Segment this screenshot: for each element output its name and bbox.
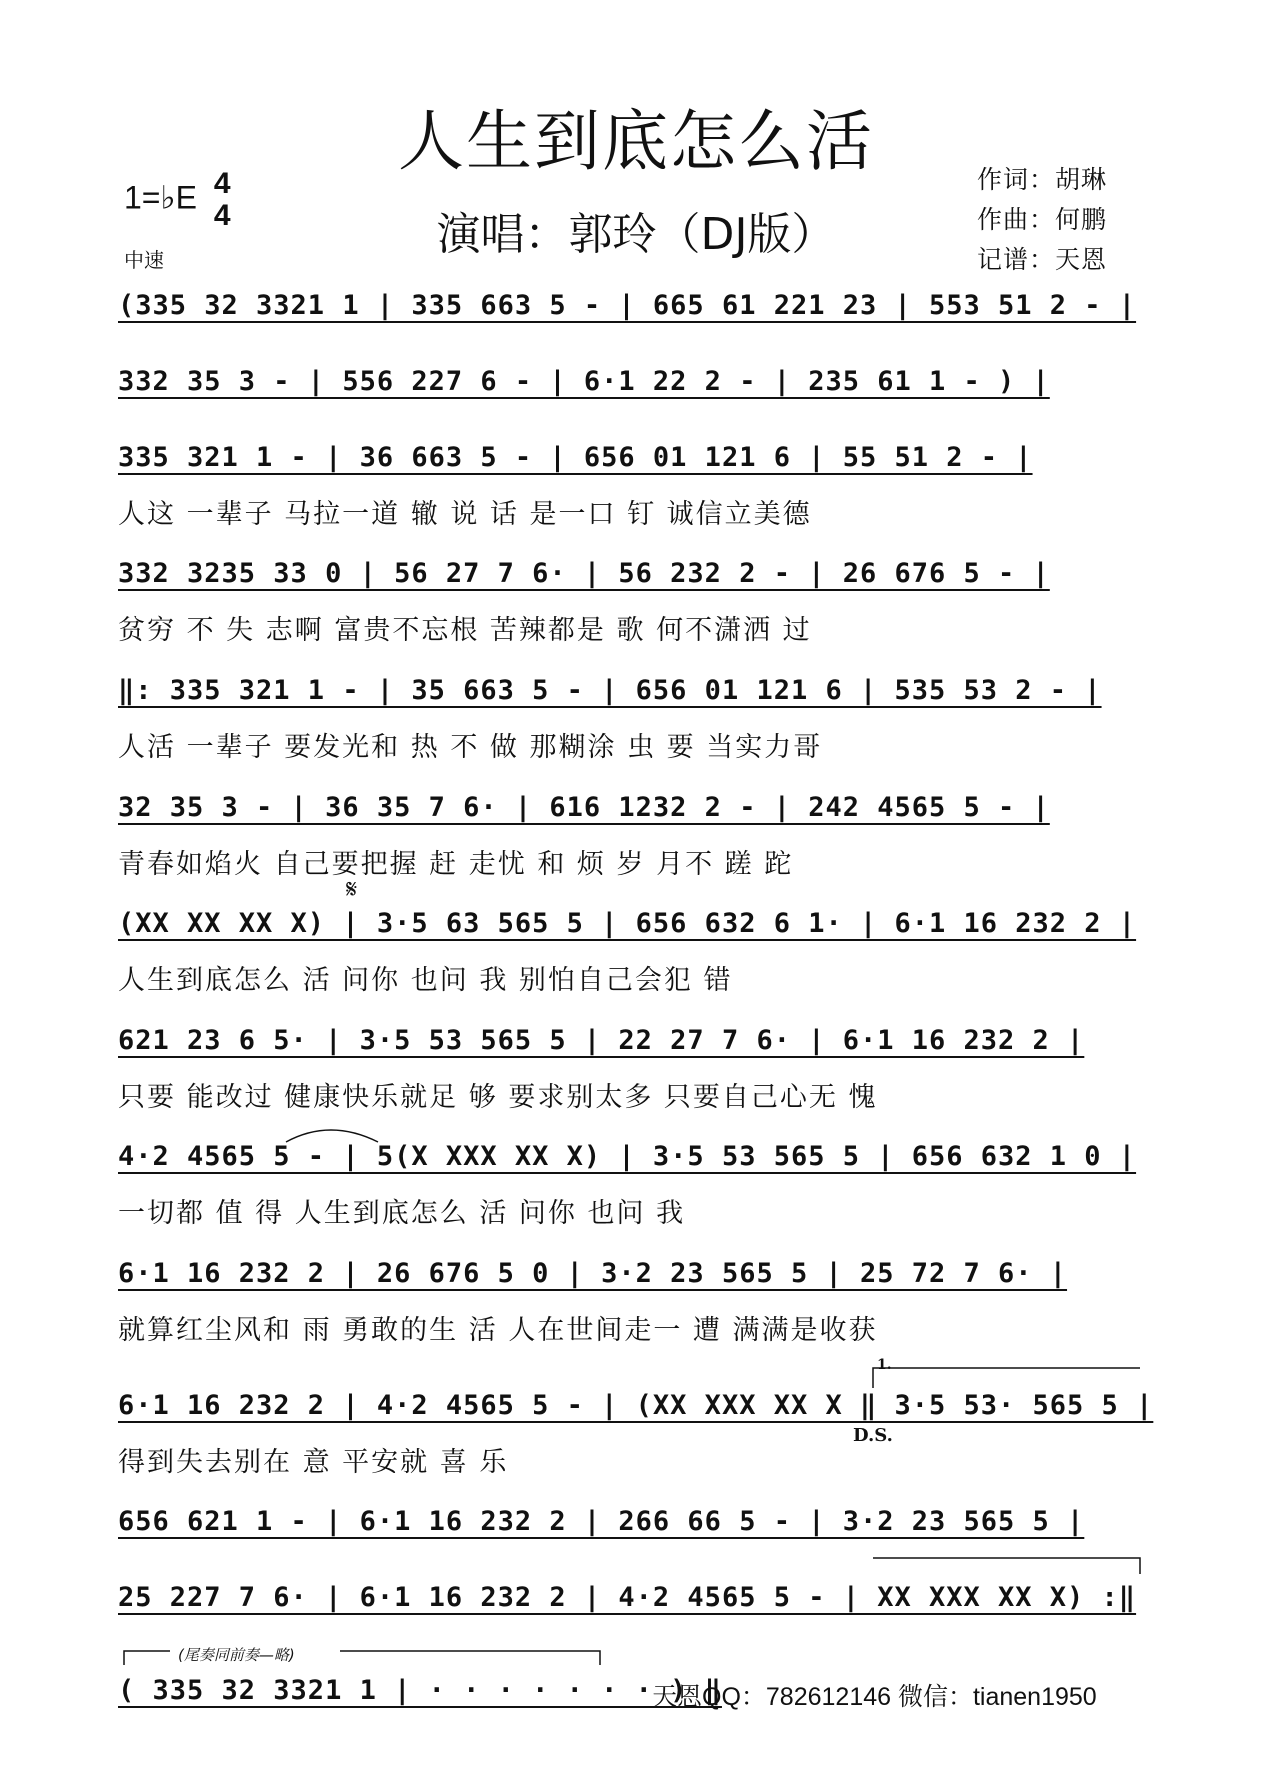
segno-mark: 𝄋 — [346, 875, 358, 905]
lyric-line: 人这 一辈子 马拉一道 辙 说 话 是一口 钉 诚信立美德 — [118, 499, 812, 530]
lyricist: 作词：胡琳 — [977, 165, 1108, 194]
lyric-line: 贫穷 不 失 志啊 富贵不忘根 苦辣都是 歌 何不潇洒 过 — [118, 615, 812, 646]
notation-line: ( 335 32 3321 1 | · · · · · · · ) ‖ — [118, 1675, 722, 1706]
performer-line: 演唱：郭玲（DJ版） — [436, 209, 836, 260]
notation-line: 335 321 1 - | 36 663 5 - | 656 01 121 6 | 55 51 2 - | — [118, 442, 1033, 473]
time-bottom: 4 — [213, 199, 231, 232]
time-top: 4 — [213, 167, 231, 200]
lyric-line: 人活 一辈子 要发光和 热 不 做 那糊涂 虫 要 当实力哥 — [118, 732, 823, 763]
lyric-line: 只要 能改过 健康快乐就足 够 要求别太多 只要自己心无 愧 — [118, 1082, 878, 1113]
tempo-mark: 中速 — [124, 248, 164, 272]
notation-line: (XX XX XX X) | 3·5 63 565 5 | 656 632 6 1· | 6·1 16 232 2 | — [118, 908, 1137, 939]
composer: 作曲：何鹏 — [977, 205, 1108, 234]
lyric-line: 一切都 值 得 人生到底怎么 活 问你 也问 我 — [118, 1198, 686, 1229]
notation-line: 621 23 6 5· | 3·5 53 565 5 | 22 27 7 6· | 6·1 16 232 2 | — [118, 1025, 1085, 1056]
notation-line: ‖: 335 321 1 - | 35 663 5 - | 656 01 121 6 | 535 53 2 - | — [118, 675, 1102, 706]
volta-bracket-label: 1. — [877, 1357, 892, 1373]
notation-line: 656 621 1 - | 6·1 16 232 2 | 266 66 5 - | 3·2 23 565 5 | — [118, 1506, 1085, 1537]
ds-mark: D.S. — [853, 1425, 893, 1446]
notation-line: 6·1 16 232 2 | 4·2 4565 5 - | (XX XXX XX X ‖ 3·5 53· 565 5 | — [118, 1390, 1154, 1421]
notation-line: 6·1 16 232 2 | 26 676 5 0 | 3·2 23 565 5 | 25 72 7 6· | — [118, 1258, 1068, 1289]
notation-line: 332 3235 33 0 | 56 27 7 6· | 56 232 2 - | 26 676 5 - | — [118, 558, 1050, 589]
lyric-line: 人生到底怎么 活 问你 也问 我 别怕自己会犯 错 — [118, 965, 733, 996]
lyric-line: 就算红尘风和 雨 勇敢的生 活 人在世间走一 遭 满满是收获 — [118, 1315, 878, 1346]
outro-note: (尾奏同前奏—略) — [178, 1646, 295, 1664]
contact-info: 天恩QQ：782612146 微信：tianen1950 — [652, 1683, 1097, 1711]
transcriber: 记谱：天恩 — [977, 245, 1108, 274]
key-label: 1=♭E — [124, 179, 197, 216]
notation-line: 332 35 3 - | 556 227 6 - | 6·1 22 2 - | 235 61 1 - ) | — [118, 366, 1050, 397]
notation-line: 4·2 4565 5 - | 5(X XXX XX X) | 3·5 53 565 5 | 656 632 1 0 | — [118, 1141, 1137, 1172]
notation-line: 25 227 7 6· | 6·1 16 232 2 | 4·2 4565 5 - | XX XXX XX X) :‖ — [118, 1582, 1137, 1613]
notation-line: 32 35 3 - | 36 35 7 6· | 616 1232 2 - | 242 4565 5 - | — [118, 792, 1050, 823]
lyric-line: 得到失去别在 意 平安就 喜 乐 — [118, 1447, 509, 1478]
song-title: 人生到底怎么活 — [398, 103, 874, 180]
lyric-line: 青春如焰火 自己要把握 赶 走忧 和 烦 岁 月不 蹉 跎 — [118, 849, 794, 880]
notation-line: (335 32 3321 1 | 335 663 5 - | 665 61 221 23 | 553 51 2 - | — [118, 290, 1137, 321]
